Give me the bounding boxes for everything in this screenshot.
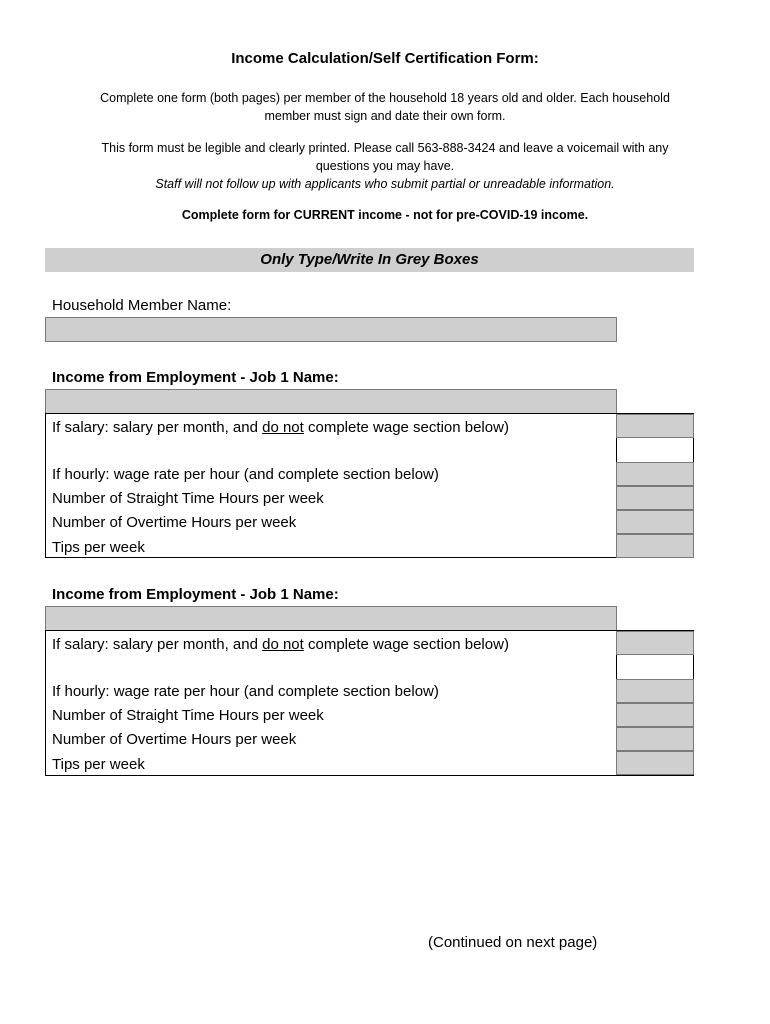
hourly-label: If hourly: wage rate per hour (and complete section below) bbox=[52, 466, 439, 483]
straight-hours-label: Number of Straight Time Hours per week bbox=[52, 490, 324, 507]
job-section-title: Income from Employment - Job 1 Name: bbox=[52, 369, 339, 386]
straight-hours-label: Number of Straight Time Hours per week bbox=[52, 707, 324, 724]
job-section-title: Income from Employment - Job 1 Name: bbox=[52, 586, 339, 603]
job-name-input[interactable] bbox=[45, 389, 617, 414]
salary-label: If salary: salary per month, and do not complete wage section below) bbox=[52, 419, 509, 436]
salary-label: If salary: salary per month, and do not complete wage section below) bbox=[52, 636, 509, 653]
instruction-household bbox=[0, 89, 770, 125]
instruction-household-line2: member must sign and date their own form. bbox=[264, 109, 506, 123]
overtime-hours-input[interactable] bbox=[616, 510, 694, 534]
instruction-household-line1: Complete one form (both pages) per member of the household 18 years old and older. Each household bbox=[100, 91, 670, 105]
overtime-hours-label: Number of Overtime Hours per week bbox=[52, 514, 297, 531]
member-name-input[interactable] bbox=[45, 317, 617, 342]
hourly-rate-input[interactable] bbox=[616, 679, 694, 703]
straight-hours-input[interactable] bbox=[616, 703, 694, 727]
tips-label: Tips per week bbox=[52, 539, 145, 556]
hourly-rate-input[interactable] bbox=[616, 462, 694, 486]
form-title: Income Calculation/Self Certification Form: bbox=[231, 50, 539, 67]
instruction-current-income: Complete form for CURRENT income - not for pre-COVID-19 income. bbox=[181, 208, 589, 222]
continued-note: (Continued on next page) bbox=[428, 934, 598, 951]
instruction-legible-line1: This form must be legible and clearly printed. Please call 563-888-3424 and leave a voicemail with any bbox=[101, 141, 669, 155]
grey-boxes-banner: Only Type/Write In Grey Boxes bbox=[45, 248, 694, 272]
instruction-legible bbox=[0, 139, 770, 193]
member-name-label: Household Member Name: bbox=[52, 297, 232, 314]
salary-input[interactable] bbox=[616, 631, 694, 655]
tips-input[interactable] bbox=[616, 751, 694, 775]
hourly-label: If hourly: wage rate per hour (and complete section below) bbox=[52, 683, 439, 700]
overtime-hours-label: Number of Overtime Hours per week bbox=[52, 731, 297, 748]
straight-hours-input[interactable] bbox=[616, 486, 694, 510]
overtime-hours-input[interactable] bbox=[616, 727, 694, 751]
tips-label: Tips per week bbox=[52, 756, 145, 773]
job-name-input[interactable] bbox=[45, 606, 617, 631]
instruction-staff: Staff will not follow up with applicants who submit partial or unreadable information. bbox=[155, 177, 615, 191]
tips-input[interactable] bbox=[616, 534, 694, 558]
salary-input[interactable] bbox=[616, 414, 694, 438]
instruction-legible-line2: questions you may have. bbox=[315, 159, 455, 173]
